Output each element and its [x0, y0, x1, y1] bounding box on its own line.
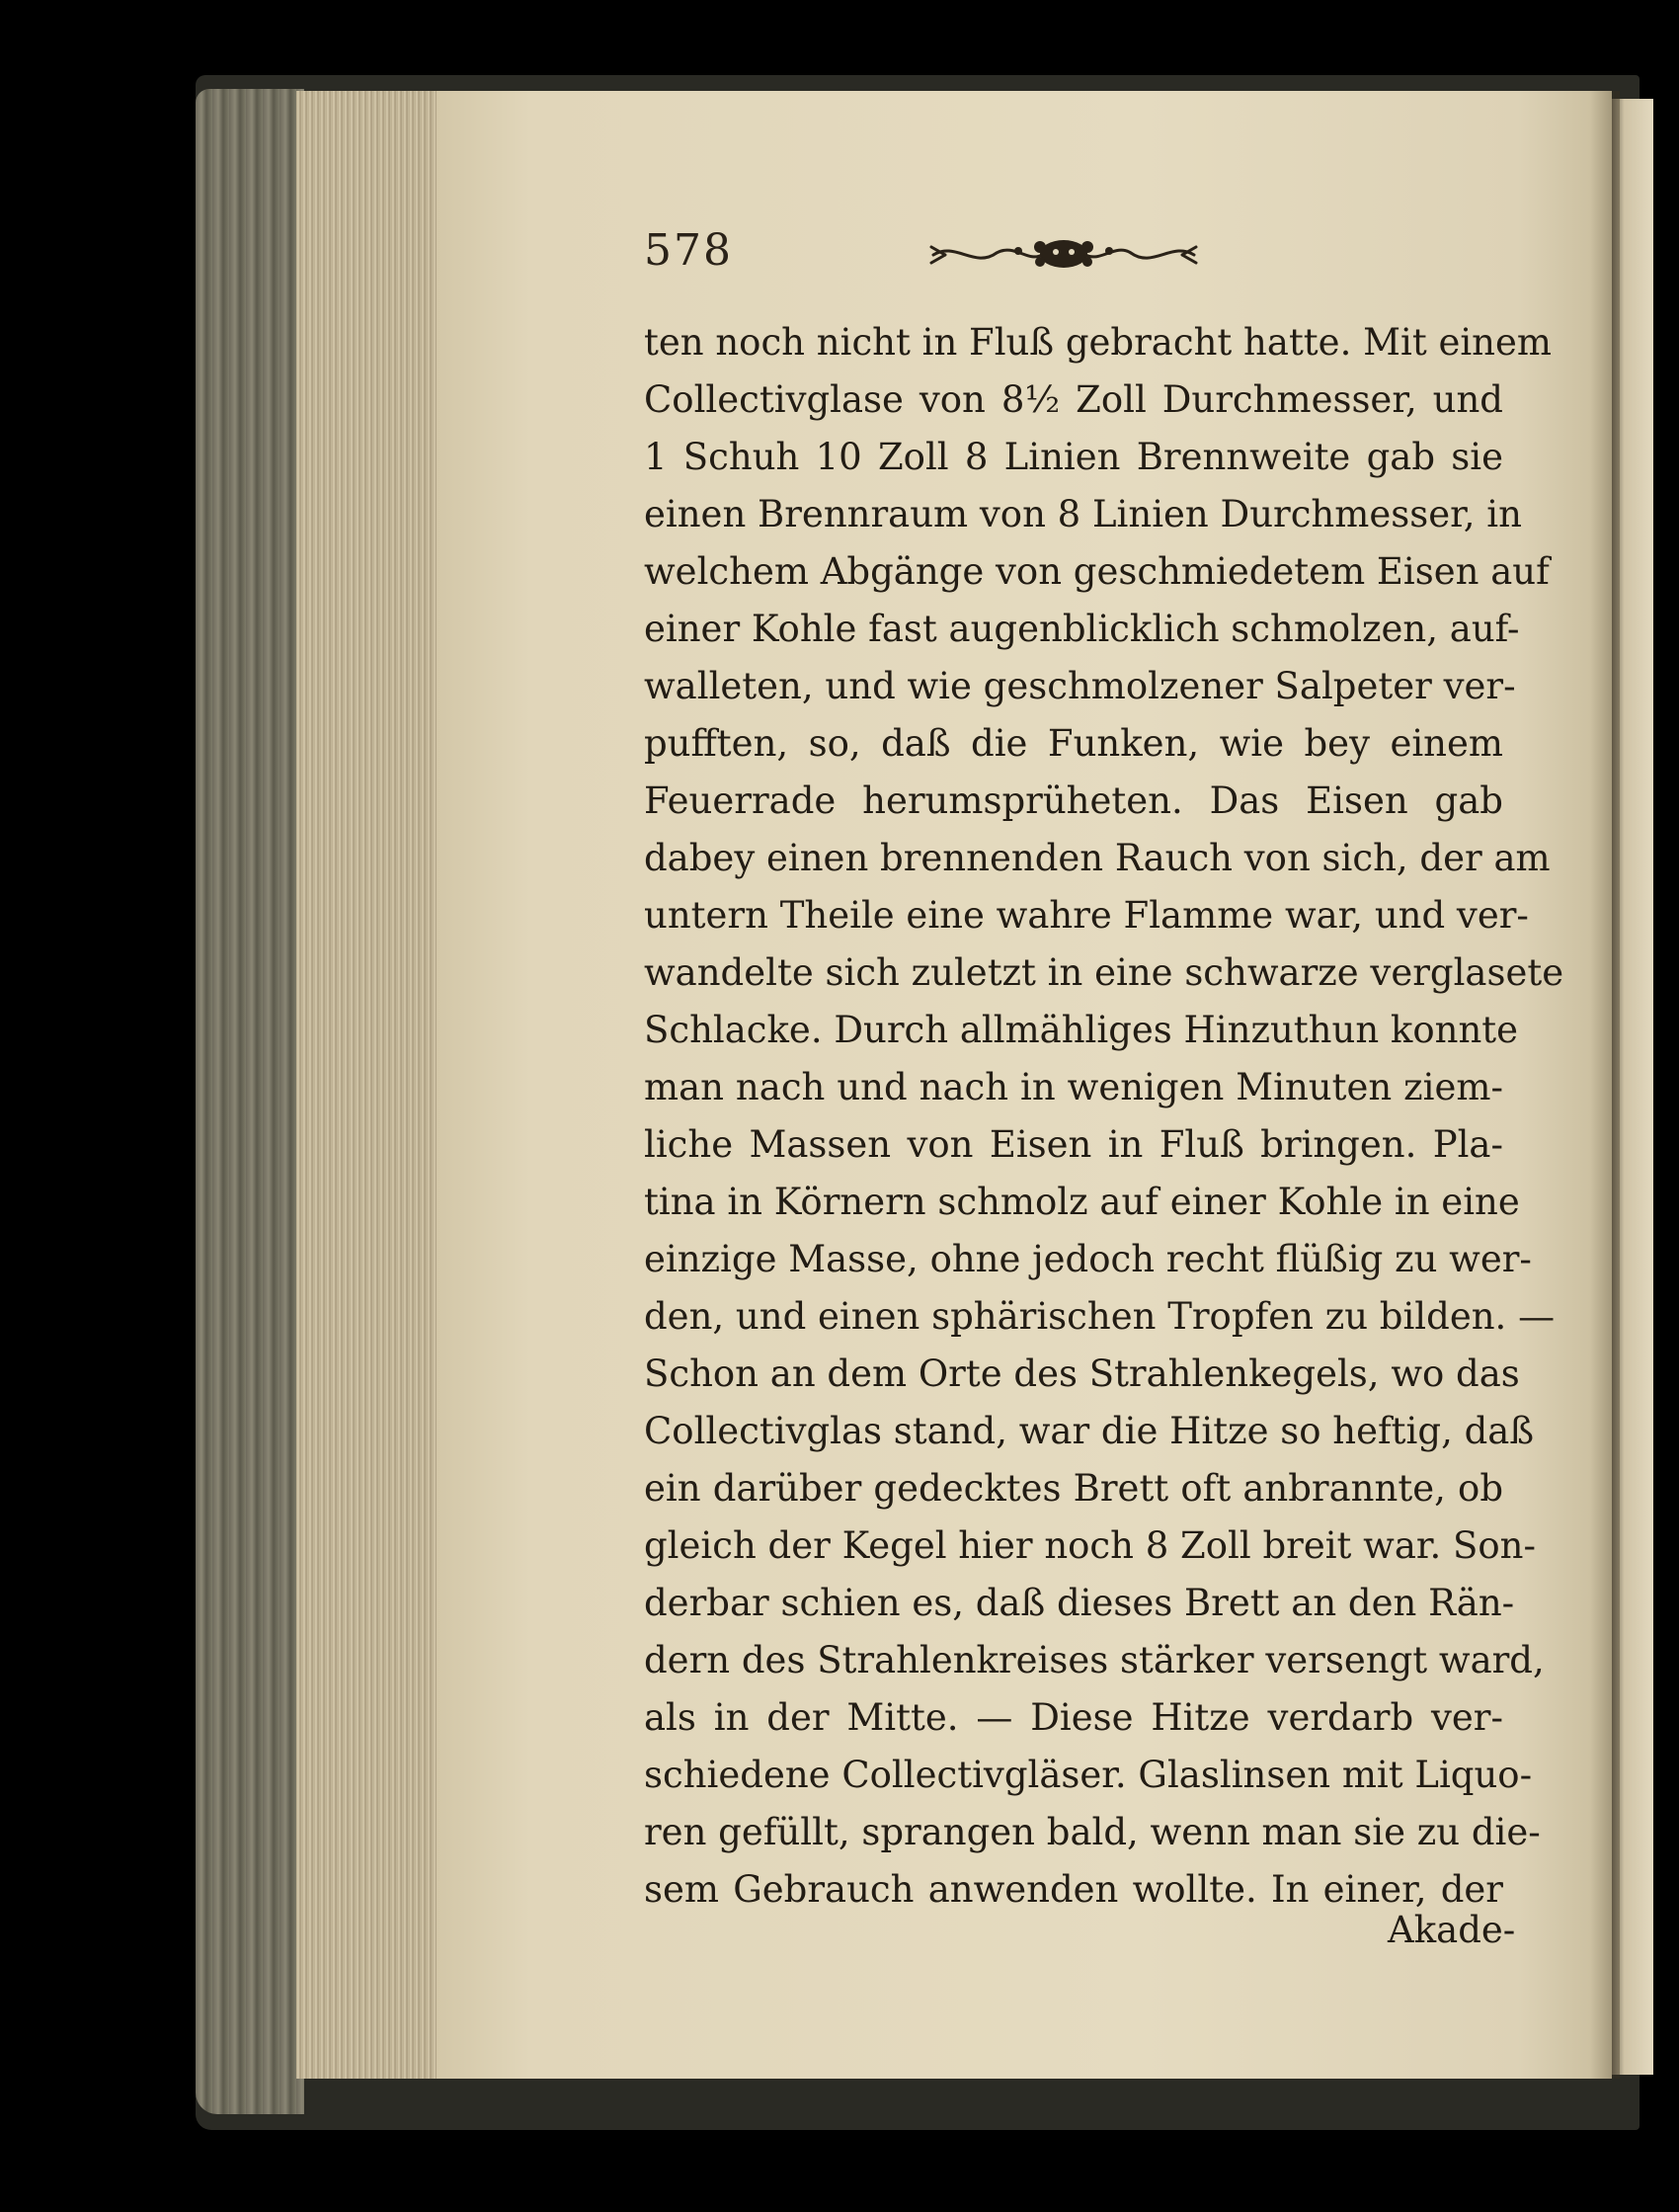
text-line: sem Gebrauch anwenden wollte. In einer, der	[644, 1868, 1503, 1911]
text-line: derbar schien es, daß dieses Brett an den Rän-	[644, 1582, 1515, 1624]
text-line: man nach und nach in wenigen Minuten ziem-	[644, 1066, 1503, 1108]
page-number: 578	[644, 225, 733, 276]
text-line: dabey einen brennenden Rauch von sich, der am	[644, 837, 1551, 879]
text-line: schiedene Collectivgläser. Glaslinsen mit Liquo-	[644, 1754, 1533, 1796]
text-line: Collectivglase von 8½ Zoll Durchmesser, und	[644, 378, 1503, 421]
text-line: pufften, so, daß die Funken, wie bey einem	[644, 722, 1503, 765]
text-line: tina in Körnern schmolz auf einer Kohle in eine	[644, 1181, 1520, 1223]
text-line: ein darüber gedecktes Brett oft anbrannte, ob	[644, 1467, 1503, 1510]
text-line: einer Kohle fast augenblicklich schmolzen, auf-	[644, 608, 1520, 650]
text-line: Schon an dem Orte des Strahlenkegels, wo das	[644, 1352, 1520, 1395]
text-line: Schlacke. Durch allmähliges Hinzuthun konnte	[644, 1009, 1519, 1051]
book-spine	[196, 89, 304, 2114]
text-line: ren gefüllt, sprangen bald, wenn man sie zu die-	[644, 1811, 1541, 1853]
text-line: als in der Mitte. — Diese Hitze verdarb ver-	[644, 1696, 1503, 1739]
text-line: ten noch nicht in Fluß gebracht hatte. Mit einem	[644, 321, 1552, 364]
text-line: Collectivglas stand, war die Hitze so heftig, daß	[644, 1410, 1535, 1452]
text-line: einzige Masse, ohne jedoch recht flüßig zu wer-	[644, 1238, 1532, 1280]
text-line: gleich der Kegel hier noch 8 Zoll breit war. Son-	[644, 1524, 1537, 1567]
text-line: einen Brennraum von 8 Linien Durchmesser, in	[644, 493, 1522, 535]
page-edges	[296, 91, 444, 2079]
page-header	[644, 225, 1197, 285]
text-line: untern Theile eine wahre Flamme war, und ver-	[644, 894, 1529, 937]
gutter-shadow	[1590, 91, 1620, 2079]
text-line: Feuerrade herumsprüheten. Das Eisen gab	[644, 779, 1503, 822]
floral-ornament-icon	[925, 231, 1202, 281]
body-text	[644, 314, 1564, 1919]
text-line: den, und einen sphärischen Tropfen zu bilden. —	[644, 1295, 1556, 1338]
text-line: welchem Abgänge von geschmiedetem Eisen auf	[644, 550, 1550, 593]
text-line: liche Massen von Eisen in Fluß bringen. Pla-	[644, 1123, 1503, 1166]
text-line: wandelte sich zuletzt in eine schwarze verglasete	[644, 951, 1564, 994]
text-line: 1 Schuh 10 Zoll 8 Linien Brennweite gab sie	[644, 436, 1503, 478]
text-line: dern des Strahlenkreises stärker versengt ward,	[644, 1639, 1545, 1681]
catchword: Akade-	[1388, 1909, 1516, 1951]
text-line: walleten, und wie geschmolzener Salpeter ver-	[644, 665, 1516, 707]
